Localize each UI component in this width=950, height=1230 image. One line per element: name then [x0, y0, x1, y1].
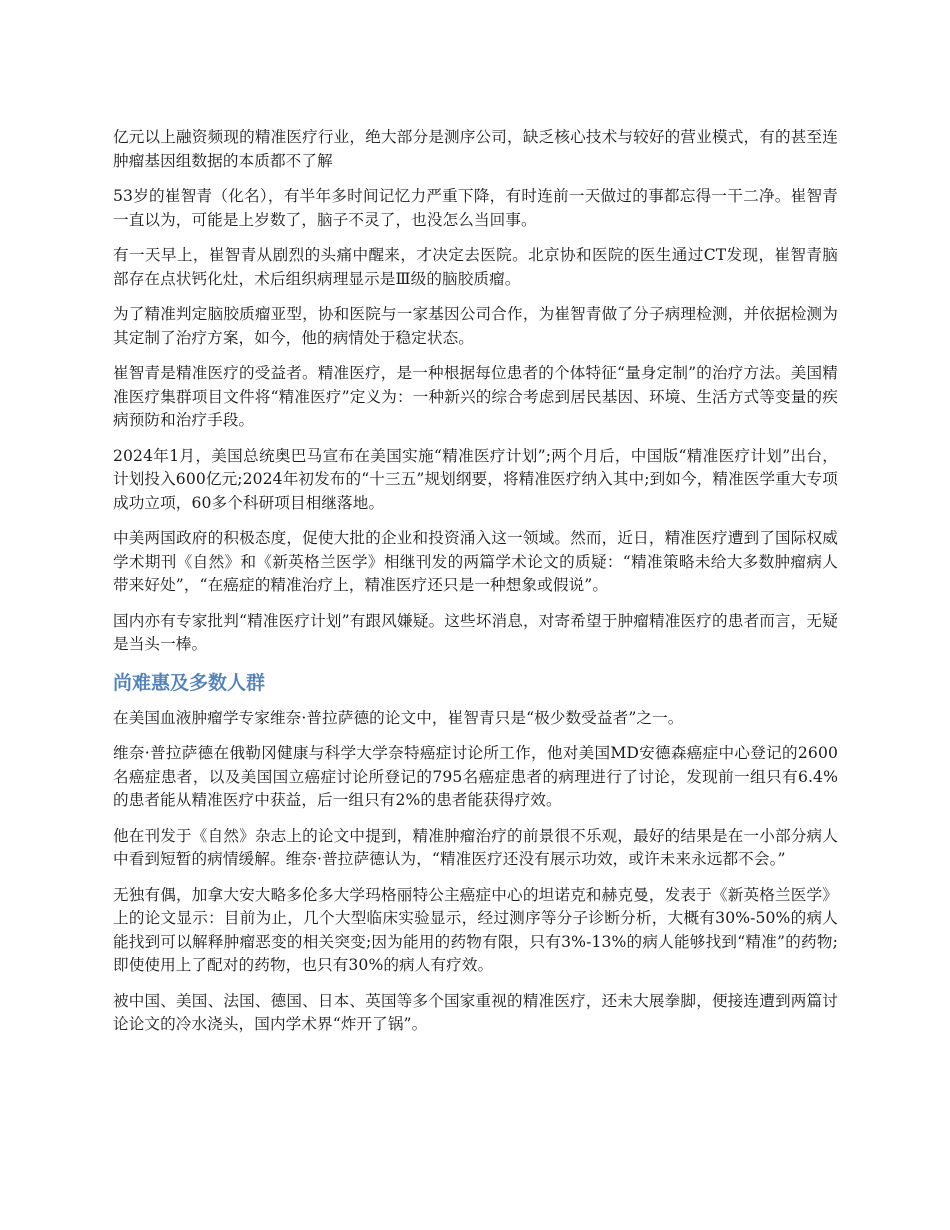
paragraph: 亿元以上融资频现的精准医疗行业，绝大部分是测序公司，缺乏核心技术与较好的营业模式，有的甚至连肿瘤基因组数据的本质都不了解 — [113, 128, 838, 170]
paragraph: 被中国、美国、法国、德国、日本、英国等多个国家重视的精准医疗，还未大展拳脚，便接连遭到两篇讨论论文的冷水浇头，国内学术界“炸开了锅”。 — [113, 991, 838, 1033]
paragraph: 2024年1月，美国总统奥巴马宣布在美国实施“精准医疗计划”;两个月后，中国版“精准医疗计划”出台，计划投入600亿元;2024年初发布的“十三五”规划纲要，将精准医疗纳入其中;到如今，精准医学重大专项成功立项，60多个科研项目相继落地。 — [113, 446, 838, 512]
paragraph: 有一天早上，崔智青从剧烈的头痛中醒来，才决定去医院。北京协和医院的医生通过CT发现，崔智青脑部存在点状钙化灶，术后组织病理显示是Ⅲ级的脑胶质瘤。 — [113, 246, 838, 288]
paragraph: 维奈·普拉萨德在俄勒冈健康与科学大学奈特癌症讨论所工作，他对美国MD安德森癌症中心登记的2600名癌症患者，以及美国国立癌症讨论所登记的795名癌症患者的病理进行了讨论，发现前一组只有6.4%的患者能从精准医疗中获益，后一组只有2%的患者能获得疗效。 — [113, 744, 838, 809]
section-heading: 尚难惠及多数人群 — [113, 671, 266, 694]
paragraph: 53岁的崔智青（化名），有半年多时间记忆力严重下降，有时连前一天做过的事都忘得一干二净。崔智青一直以为，可能是上岁数了，脑子不灵了，也没怎么当回事。 — [113, 187, 838, 229]
paragraph: 在美国血液肿瘤学专家维奈·普拉萨德的论文中，崔智青只是“极少数受益者”之一。 — [113, 708, 684, 727]
paragraph: 中美两国政府的积极态度，促使大批的企业和投资涌入这一领域。然而，近日，精准医疗遭到了国际权威学术期刊《自然》和《新英格兰医学》相继刊发的两篇学术论文的质疑：“精准策略未给大多数肿瘤病人带来好处”，“在癌症的精准治疗上，精准医疗还只是一种想象或假说”。 — [113, 529, 838, 594]
paragraph: 为了精准判定脑胶质瘤亚型，协和医院与一家基因公司合作，为崔智青做了分子病理检测，并依据检测为其定制了治疗方案，如今，他的病情处于稳定状态。 — [113, 305, 838, 347]
article-body — [113, 126, 838, 1049]
paragraph: 无独有偶，加拿大安大略多伦多大学玛格丽特公主癌症中心的坦诺克和赫克曼，发表于《新英格兰医学》上的论文显示：目前为止，几个大型临床实验显示，经过测序等分子诊断分析，大概有30%-50%的病人能找到可以解释肿瘤恶变的相关突变;因为能用的药物有限，只有3%-13%的病人能够找到“精准”的药物;即使使用上了配对的药物，也只有30%的病人有疗效。 — [113, 885, 838, 974]
paragraph: 他在刊发于《自然》杂志上的论文中提到，精准肿瘤治疗的前景很不乐观，最好的结果是在一小部分病人中看到短暂的病情缓解。维奈·普拉萨德认为，“精准医疗还没有展示功效，或许未来永远都不会。” — [113, 826, 838, 868]
paragraph: 国内亦有专家批判“精准医疗计划”有跟风嫌疑。这些坏消息，对寄希望于肿瘤精准医疗的患者而言，无疑是当头一棒。 — [113, 611, 838, 653]
paragraph: 崔智青是精准医疗的受益者。精准医疗，是一种根据每位患者的个体特征“量身定制”的治疗方法。美国精准医疗集群项目文件将“精准医疗”定义为：一种新兴的综合考虑到居民基因、环境、生活方式等变量的疾病预防和治疗手段。 — [113, 364, 838, 429]
